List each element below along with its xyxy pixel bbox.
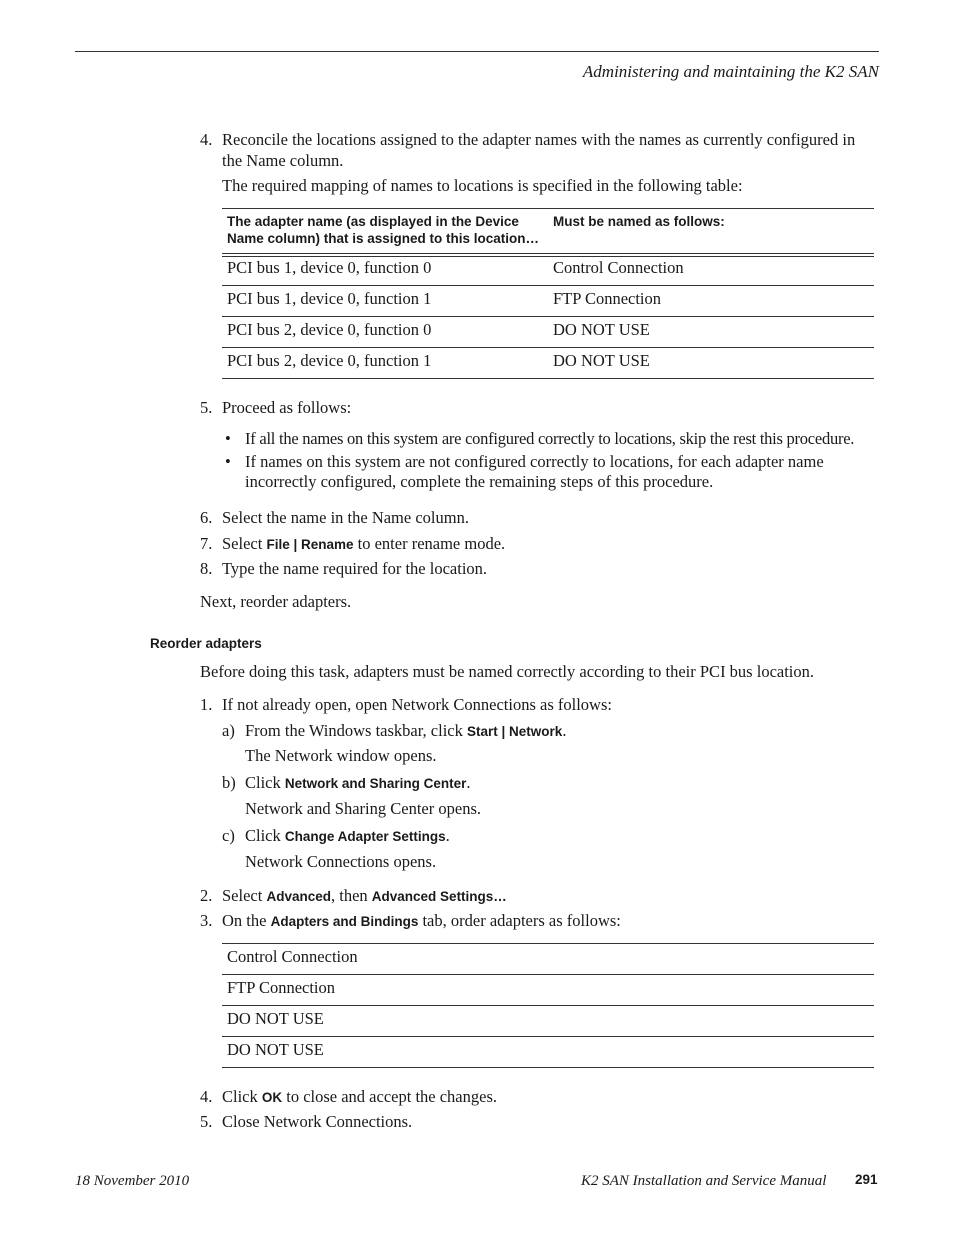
col1-header-line1: The adapter name (as displayed in the Device: [227, 214, 519, 229]
table-bottom-rule: [222, 378, 874, 379]
step-number: 8.: [200, 559, 213, 578]
row-rule: [222, 285, 874, 286]
step-number: 4.: [200, 1087, 213, 1106]
step-text: [222, 1087, 497, 1108]
step-number: 7.: [200, 534, 213, 553]
ui-reference: Start | Network: [467, 724, 563, 739]
substep-pre: From the Windows taskbar, click: [245, 721, 468, 740]
section-intro: Before doing this task, adapters must be named correctly according to their PCI bus location.: [200, 662, 815, 681]
substep-text: [245, 826, 450, 847]
step-text-pre: On the: [222, 911, 271, 930]
substep-post: .: [466, 773, 471, 792]
ui-reference: File | Rename: [266, 537, 354, 552]
table-cell-location: PCI bus 1, device 0, function 0: [227, 258, 432, 277]
step-number: 4.: [200, 130, 213, 149]
ui-reference: Adapters and Bindings: [270, 914, 419, 929]
substep-post: .: [562, 721, 567, 740]
step-text-line2: the Name column.: [222, 151, 344, 170]
order-table-cell: DO NOT USE: [227, 1009, 324, 1028]
ui-reference: Advanced Settings…: [371, 889, 507, 904]
header-double-rule-b: [222, 256, 874, 257]
next-text: Next, reorder adapters.: [200, 592, 352, 611]
order-table-cell: Control Connection: [227, 947, 358, 966]
row-rule: [222, 347, 874, 348]
substep-result: The Network window opens.: [245, 746, 437, 765]
order-table-cell: FTP Connection: [227, 978, 336, 997]
substep-result: Network and Sharing Center opens.: [245, 799, 481, 818]
table-cell-name: DO NOT USE: [553, 320, 650, 339]
header-rule: [75, 51, 879, 52]
step-text: Type the name required for the location.: [222, 559, 488, 578]
section-heading: Reorder adapters: [150, 636, 262, 651]
table-cell-location: PCI bus 2, device 0, function 1: [227, 351, 432, 370]
ui-reference: Network and Sharing Center: [284, 776, 467, 791]
step-text-mid: , then: [330, 886, 372, 905]
step-number: 3.: [200, 911, 213, 930]
ui-reference: Advanced: [266, 889, 331, 904]
bullet-icon: •: [225, 429, 231, 448]
ui-reference: Change Adapter Settings: [284, 829, 446, 844]
table-cell-name: DO NOT USE: [553, 351, 650, 370]
table-cell-location: PCI bus 1, device 0, function 1: [227, 289, 432, 308]
ui-reference: OK: [261, 1090, 283, 1105]
bullet-text-line2: incorrectly configured, complete the remaining steps of this procedure.: [245, 472, 714, 491]
step-text-post: tab, order adapters as follows:: [418, 911, 621, 930]
row-rule: [222, 974, 874, 975]
col2-header: Must be named as follows:: [553, 214, 725, 229]
running-header-title: Administering and maintaining the K2 SAN: [582, 62, 879, 81]
step-text: Proceed as follows:: [222, 398, 352, 417]
step-text: [222, 886, 507, 907]
substep-text: [245, 721, 566, 742]
substep-letter: c): [222, 826, 235, 845]
step-text: Close Network Connections.: [222, 1112, 413, 1131]
step-text: [222, 911, 621, 932]
step-number: 1.: [200, 695, 213, 714]
step-text-line1: Reconcile the locations assigned to the adapter names with the names as currently configured in: [222, 130, 856, 149]
substep-letter: a): [222, 721, 235, 740]
step-text-pre: Select: [222, 886, 267, 905]
step-text: Select the name in the Name column.: [222, 508, 469, 527]
substep-post: .: [445, 826, 450, 845]
table-top-rule: [222, 208, 874, 209]
table-intro: The required mapping of names to locations is specified in the following table:: [222, 176, 743, 195]
step-text-pre: Click: [222, 1087, 262, 1106]
substep-pre: Click: [245, 773, 285, 792]
table-cell-name: Control Connection: [553, 258, 684, 277]
row-rule: [222, 316, 874, 317]
col1-header-line2: Name column) that is assigned to this location…: [227, 231, 540, 246]
table-cell-name: FTP Connection: [553, 289, 662, 308]
table-top-rule: [222, 943, 874, 944]
table-cell-location: PCI bus 2, device 0, function 0: [227, 320, 432, 339]
step-number: 6.: [200, 508, 213, 527]
footer-date: 18 November 2010: [75, 1173, 190, 1189]
substep-result: Network Connections opens.: [245, 852, 437, 871]
page-number: 291: [855, 1172, 878, 1187]
bullet-icon: •: [225, 452, 231, 471]
bullet-text-line1: If names on this system are not configured correctly to locations, for each adapter name: [245, 452, 824, 471]
step-number: 2.: [200, 886, 213, 905]
bullet-text: If all the names on this system are configured correctly to locations, skip the rest this procedure.: [245, 429, 855, 448]
footer-manual-title: K2 SAN Installation and Service Manual: [581, 1173, 827, 1189]
table-bottom-rule: [222, 1067, 874, 1068]
header-double-rule-a: [222, 253, 874, 254]
row-rule: [222, 1005, 874, 1006]
substep-letter: b): [222, 773, 236, 792]
order-table-cell: DO NOT USE: [227, 1040, 324, 1059]
step-text: If not already open, open Network Connections as follows:: [222, 695, 612, 714]
row-rule: [222, 1036, 874, 1037]
step-text: [222, 534, 505, 555]
step-text-post: to close and accept the changes.: [282, 1087, 497, 1106]
step-text-post: to enter rename mode.: [353, 534, 506, 553]
substep-pre: Click: [245, 826, 285, 845]
step-number: 5.: [200, 398, 213, 417]
step-number: 5.: [200, 1112, 213, 1131]
step-text-pre: Select: [222, 534, 267, 553]
substep-text: [245, 773, 471, 794]
